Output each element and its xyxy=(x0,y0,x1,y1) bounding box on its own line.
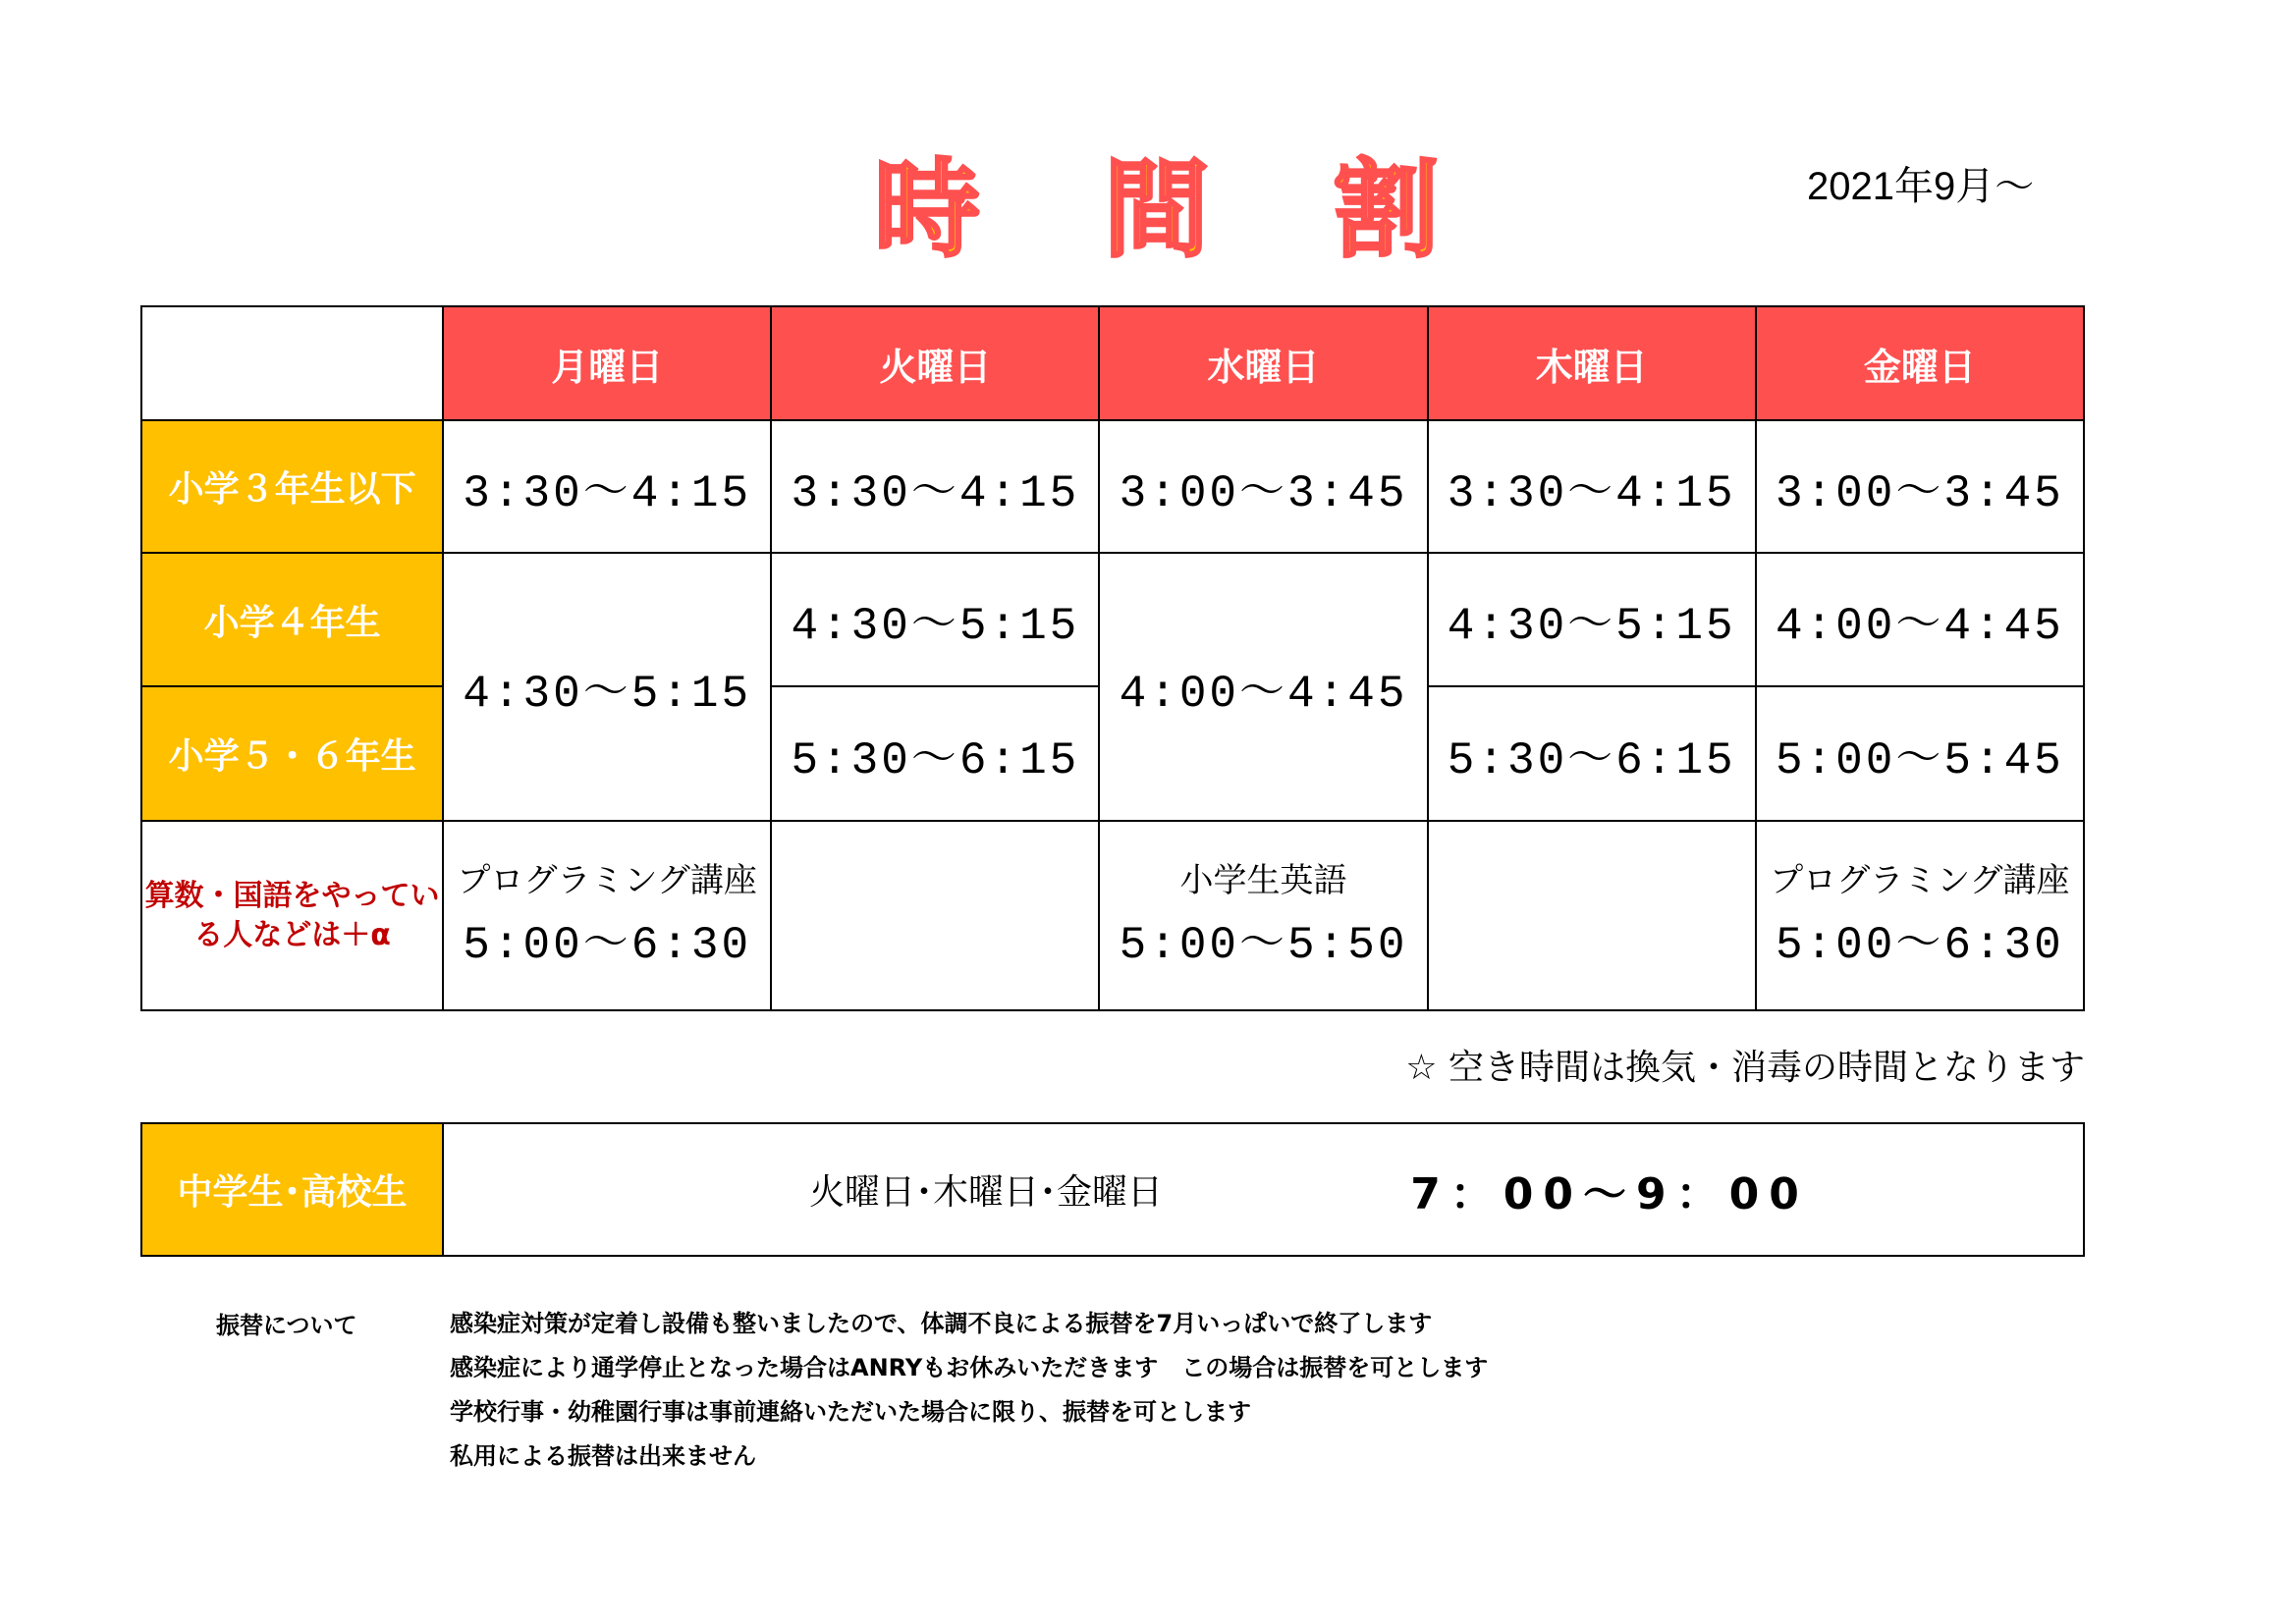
secondary-schedule xyxy=(140,1122,2085,1257)
header-row xyxy=(141,306,2084,420)
time-cell-tue-g4: 4:30～5:15 xyxy=(771,553,1099,686)
grade-row-4 xyxy=(141,553,2084,686)
time-cell-wed-g3: 3:00～3:45 xyxy=(1099,420,1427,553)
extra-course-label: 算数・国語をやっている人などは＋α xyxy=(141,821,443,1010)
day-header-tuesday: 火曜日 xyxy=(771,306,1099,420)
secondary-time: 7：00～9：00 xyxy=(1410,1168,1809,1219)
time-cell-mon-g3: 3:30～4:15 xyxy=(443,420,771,553)
grade-row-3-and-below xyxy=(141,420,2084,553)
course-cell-mon xyxy=(443,821,771,1010)
course-name-wed: 小学生英語 xyxy=(1179,860,1347,900)
course-name-fri: プログラミング講座 xyxy=(1770,860,2070,900)
furikae-rule: 私用による振替は出来ません xyxy=(450,1442,756,1470)
time-cell-fri-g3: 3:00～3:45 xyxy=(1756,420,2084,553)
grade-label-5-6: 小学５・６年生 xyxy=(141,686,443,821)
secondary-days: 火曜日･木曜日･金曜日 xyxy=(808,1172,1163,1213)
secondary-detail xyxy=(443,1123,2084,1256)
page-title: 時 間 割 xyxy=(874,149,1483,272)
time-cell-tue-g56: 5:30～6:15 xyxy=(771,686,1099,821)
day-header-monday: 月曜日 xyxy=(443,306,771,420)
day-header-friday: 金曜日 xyxy=(1756,306,2084,420)
course-cell-wed xyxy=(1099,821,1427,1010)
grade-label-4: 小学４年生 xyxy=(141,553,443,686)
secondary-label: 中学生･高校生 xyxy=(141,1123,443,1256)
course-cell-fri xyxy=(1756,821,2084,1010)
time-cell-tue-g3: 3:30～4:15 xyxy=(771,420,1099,553)
furikae-rule: 学校行事・幼稚園行事は事前連絡いただいた場合に限り、振替を可とします xyxy=(450,1398,1251,1426)
course-time-mon: 5:00～6:30 xyxy=(463,919,752,971)
course-time-fri: 5:00～6:30 xyxy=(1775,919,2064,971)
effective-date: 2021年9月～ xyxy=(1807,165,2035,208)
extra-course-row xyxy=(141,821,2084,1010)
time-cell-mon-g456: 4:30～5:15 xyxy=(443,553,771,821)
course-name-mon: プログラミング講座 xyxy=(457,860,757,900)
corner-cell xyxy=(141,306,443,420)
grade-label-3-and-below: 小学３年生以下 xyxy=(141,420,443,553)
furikae-rule: 感染症対策が定着し設備も整いましたので、体調不良による振替を7月いっぱいで終了します xyxy=(450,1310,1433,1337)
course-cell-tue-empty xyxy=(771,821,1099,1010)
course-cell-thu-empty xyxy=(1428,821,1756,1010)
time-cell-fri-g4: 4:00～4:45 xyxy=(1756,553,2084,686)
time-cell-thu-g4: 4:30～5:15 xyxy=(1428,553,1756,686)
time-cell-thu-g56: 5:30～6:15 xyxy=(1428,686,1756,821)
furikae-rules xyxy=(450,1302,1488,1479)
time-cell-wed-g456: 4:00～4:45 xyxy=(1099,553,1427,821)
furikae-rule: 感染症により通学停止となった場合はANRYもお休みいただきます この場合は振替を可とします xyxy=(450,1354,1489,1381)
furikae-label: 振替について xyxy=(216,1312,357,1339)
day-header-wednesday: 水曜日 xyxy=(1099,306,1427,420)
time-cell-thu-g3: 3:30～4:15 xyxy=(1428,420,1756,553)
timetable xyxy=(140,305,2085,1011)
course-time-wed: 5:00～5:50 xyxy=(1119,919,1408,971)
time-cell-fri-g56: 5:00～5:45 xyxy=(1756,686,2084,821)
secondary-row xyxy=(141,1123,2084,1256)
day-header-thursday: 木曜日 xyxy=(1428,306,1756,420)
ventilation-note: ☆ 空き時間は換気・消毒の時間となります xyxy=(1405,1048,2085,1088)
